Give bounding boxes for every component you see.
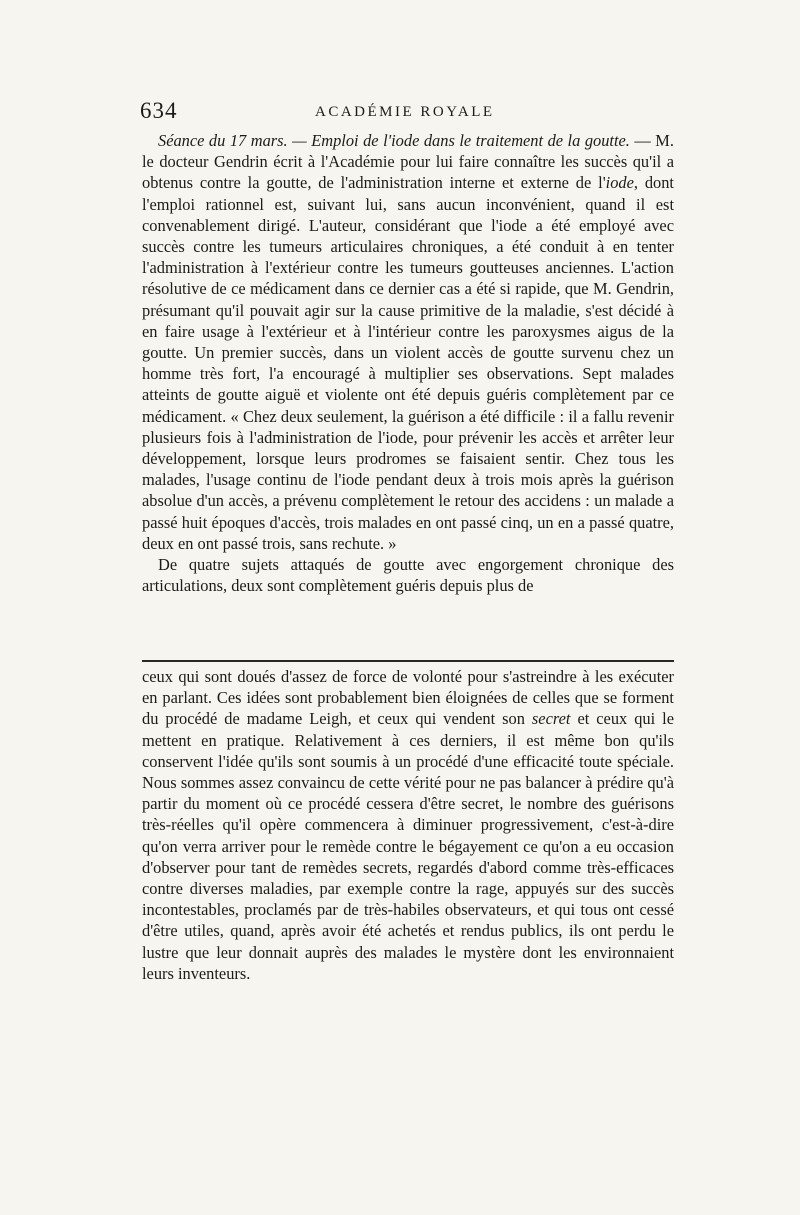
paragraph-chronic-cases: De quatre sujets attaqués de goutte avec engorgement chronique des articulations, deux sont complètement guéris depuis plus de — [142, 555, 674, 596]
paragraph-text: , dont l'emploi rationnel est, suivant lui, sans aucun inconvénient, quand il est convenablement dirigé. L'auteur, considérant que l'iode a été employé avec succès contre les tumeurs articulaires chroniques, a été conduit à en tenter l'administration à l'extérieur contre les tumeurs goutteuses anciennes. L'action résolutive de ce médicament dans ce dernier cas a été si rapide, que M. Gendrin, présumant qu'il pouvait agir sur la cause primitive de la maladie, s'est décidé à en faire usage à l'extérieur et à l'intérieur contre les paroxysmes aigus de la goutte. Un premier succès, dans un violent accès de goutte survenu chez un homme très fort, l'a encouragé à multiplier ses observations. Sept malades atteints de goutte aiguë et violente ont été depuis guéris complètement par ce médicament. « Chez deux seulement, la guérison a été difficile : il a fallu revenir plusieurs fois à l'administration de l'iode, pour prévenir les accès et arrêter leur développement, lorsque leurs prodromes se faisaient sentir. Chez tous les malades, l'usage continu de l'iode pendant deux à trois mois après la guérison absolue d'un accès, a prévenu complètement le retour des accidens : un malade a passé huit époques d'accès, trois malades en ont passé cinq, un en a passé quatre, deux en ont passé trois, sans rechute. » — [142, 173, 674, 553]
running-head: ACADÉMIE ROYALE — [315, 104, 495, 120]
section-divider — [142, 660, 674, 662]
session-date: Séance du 17 mars. — [158, 131, 288, 150]
page-header — [140, 98, 675, 128]
paragraph-text: ceux qui sont doués d'assez de force de volonté pour s'astreindre à les exécuter en parlant. Ces idées sont probablement bien éloignées de celles que se forment du procédé de madame Leigh, et ceux qui vendent son — [142, 667, 674, 729]
lower-text-block — [142, 666, 674, 984]
paragraph-iode-gout — [142, 130, 674, 554]
paragraph-text: — M. le docteur Gendrin écrit à l'Académie pour lui faire connaître les succès qu'il a obtenus contre la goutte, de l'administration interne et externe de l' — [142, 131, 674, 193]
emphasis-iode: iode — [605, 173, 634, 193]
upper-text-block — [142, 130, 674, 596]
page-number: 634 — [140, 98, 178, 123]
article-title: — Emploi de l'iode dans le traitement de la goutte. — [287, 131, 630, 150]
paragraph-text: et ceux qui le mettent en pratique. Relativement à ces derniers, il est même bon qu'ils conservent l'idée qu'ils sont soumis à un procédé d'une efficacité toute spéciale. Nous sommes assez convaincu de cette vérité pour ne pas balancer à prédire qu'à partir du moment où ce procédé cessera d'être secret, le nombre des guérisons très-réelles qu'il opère commencera à diminuer progressivement, c'est-à-dire qu'on verra arriver pour le remède contre le bégayement ce qu'on a eu occasion d'observer pour tant de remèdes secrets, regardés d'abord comme très-efficaces contre diverses maladies, par exemple contre la rage, appuyés sur des succès incontestables, proclamés par de très-habiles observateurs, et qui tous ont cessé d'être utiles, quand, après avoir été achetés et rendus publics, ils ont perdu le lustre que leur donnait auprès des malades le mystère dont les environnaient leurs inventeurs. — [142, 709, 674, 983]
emphasis-secret: secret — [531, 709, 571, 729]
paragraph-leigh-method — [142, 666, 674, 984]
